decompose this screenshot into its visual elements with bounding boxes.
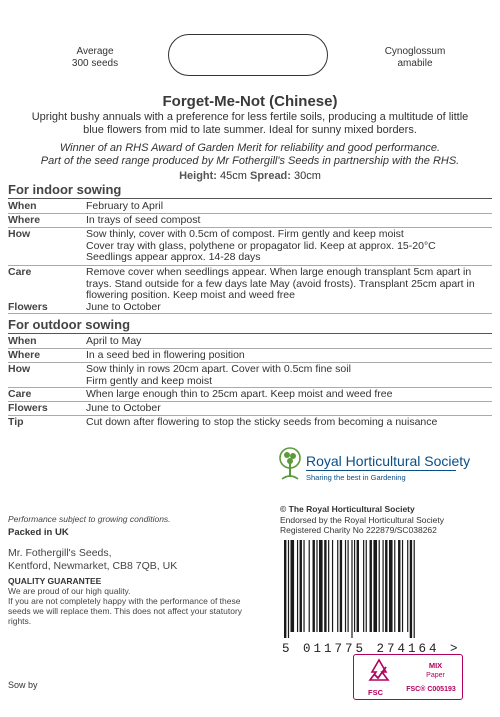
sow-by-label: Sow by [8, 680, 38, 690]
barcode-digits: 5 011775 274164 > [282, 642, 461, 656]
row-label: How [8, 228, 31, 240]
barcode-bar [402, 540, 403, 632]
barcode-bar [303, 540, 304, 632]
barcode-bar [379, 540, 380, 632]
row-label: Tip [8, 416, 24, 428]
barcode-bar [414, 540, 415, 638]
barcode-bar [351, 540, 352, 638]
performance-note: Performance subject to growing conditions. [8, 514, 171, 524]
fsc-mix: MIX [428, 661, 443, 670]
latin-name [360, 46, 470, 70]
row-value: February to April [86, 200, 164, 212]
indoor-heading-rule [8, 198, 492, 199]
rhs-rule [306, 470, 456, 471]
barcode-bar [290, 540, 294, 632]
barcode-bar [345, 540, 346, 632]
row-value: June to October [86, 402, 161, 414]
barcode-bar [357, 540, 359, 632]
row-value: April to May [86, 335, 142, 347]
row-label: Flowers [8, 301, 48, 313]
row-label: When [8, 335, 37, 347]
row-value: When large enough thin to 25cm apart. Keep moist and weed free [86, 388, 393, 400]
rhs-name: Royal Horticultural Society [306, 453, 471, 469]
row-label: Where [8, 349, 41, 361]
barcode-bar [309, 540, 310, 632]
barcode-bar [300, 540, 302, 632]
barcode-bar [366, 540, 367, 632]
rhs-endorsement [280, 515, 444, 535]
barcode-bar [328, 540, 329, 632]
rhs-charity-line: Registered Charity No 222879/SC038262 [280, 525, 437, 535]
barcode-bar [394, 540, 395, 632]
barcode-bar [389, 540, 393, 632]
row-label: Where [8, 214, 41, 226]
row-value: Remove cover when seedlings appear. When large enough transplant 5cm apart in trays. Stand outside for a few days late May (avoid frosts). Transplant 25cm apart in flowering position. Keep moist and weed free [86, 266, 475, 301]
rhs-tree-icon [278, 445, 302, 487]
indoor-heading: For indoor sowing [8, 182, 122, 197]
award-text [22, 142, 478, 168]
barcode-bar [324, 540, 326, 632]
award-line-1: Winner of an RHS Award of Garden Merit for reliability and good performance. [59, 142, 441, 154]
row-value: In trays of seed compost [86, 214, 201, 226]
latin-species: amabile [397, 58, 433, 69]
product-title: Forget-Me-Not (Chinese) [162, 93, 338, 110]
barcode-bar [284, 540, 286, 638]
row-divider [8, 213, 492, 214]
barcode-bar [337, 540, 338, 632]
row-label: How [8, 363, 31, 375]
outdoor-heading-rule [8, 333, 492, 334]
row-value: June to October [86, 301, 161, 313]
row-value: In a seed bed in flowering position [86, 349, 245, 361]
spread-value: 30cm [290, 170, 321, 182]
barcode-bar [385, 540, 387, 632]
barcode-bar [332, 540, 333, 632]
row-label: Care [8, 388, 32, 400]
row-divider [8, 401, 492, 402]
barcode-bar [410, 540, 412, 638]
barcode-bar [354, 540, 355, 632]
fsc-code: FSC® C005193 [406, 686, 456, 693]
row-value: Cut down after flowering to stop the sticky seeds from becoming a nuisance [86, 416, 438, 428]
rhs-tagline: Sharing the best in Gardening [306, 473, 406, 482]
seed-count [40, 46, 150, 70]
quality-guarantee-text: We are proud of our high quality. If you are not completely happy with the performance of these seeds we will replace them. This does not affect your statutory rights. [8, 586, 243, 626]
barcode-bar [348, 540, 349, 632]
height-label: Height: [179, 170, 217, 182]
seed-window [168, 34, 328, 76]
barcode-bar [373, 540, 377, 632]
barcode-bar [382, 540, 383, 632]
outdoor-heading: For outdoor sowing [8, 317, 131, 332]
barcode [280, 540, 480, 638]
rhs-endorsed-line: Endorsed by the Royal Horticultural Society [280, 515, 444, 525]
row-value: Sow thinly, cover with 0.5cm of compost. Firm gently and keep moist Cover tray with glass, polythene or propagator lid. Keep at approx. 15-20°C Seedlings appear approx. 14-28 days [86, 228, 436, 263]
quality-guarantee-title: QUALITY GUARANTEE [8, 576, 102, 586]
fsc-tree-check-icon [366, 658, 392, 686]
barcode-bar [340, 540, 342, 632]
barcode-bar [313, 540, 315, 632]
barcode-bar [316, 540, 317, 632]
row-value: Sow thinly in rows 20cm apart. Cover with 0.5cm fine soil Firm gently and keep moist [86, 363, 351, 387]
fsc-logo-text: FSC [368, 688, 383, 697]
barcode-bar [297, 540, 298, 632]
row-label: Flowers [8, 402, 48, 414]
address-line-1: Mr. Fothergill's Seeds, [8, 547, 112, 559]
barcode-bar [398, 540, 400, 632]
barcode-bar [319, 540, 323, 632]
height-value: 45cm [216, 170, 250, 182]
average-label: Average [76, 46, 114, 57]
address-line-2: Kentford, Newmarket, CB8 7QB, UK [8, 560, 178, 572]
barcode-bar [363, 540, 364, 632]
barcode-bar [288, 540, 289, 638]
barcode-bar [407, 540, 408, 632]
product-description: Upright bushy annuals with a preference for less fertile soils, producing a multitude of little blue flowers from mid to late summer. Ideal for sunny mixed borders. [31, 111, 469, 136]
barcode-bar [370, 540, 372, 632]
latin-genus: Cynoglossum [384, 46, 446, 57]
company-address [8, 547, 177, 573]
packed-in-uk: Packed in UK [8, 527, 69, 538]
seed-count-value: 300 seeds [71, 58, 119, 69]
dimensions [0, 170, 500, 182]
spread-label: Spread: [249, 170, 291, 182]
award-line-2: Part of the seed range produced by Mr Fothergill's Seeds in partnership with the RHS. [40, 155, 460, 167]
row-label: Care [8, 266, 32, 278]
fsc-paper: Paper [426, 672, 445, 679]
row-divider [8, 348, 492, 349]
rhs-copyright: © The Royal Horticultural Society [280, 504, 415, 514]
row-label: When [8, 200, 37, 212]
